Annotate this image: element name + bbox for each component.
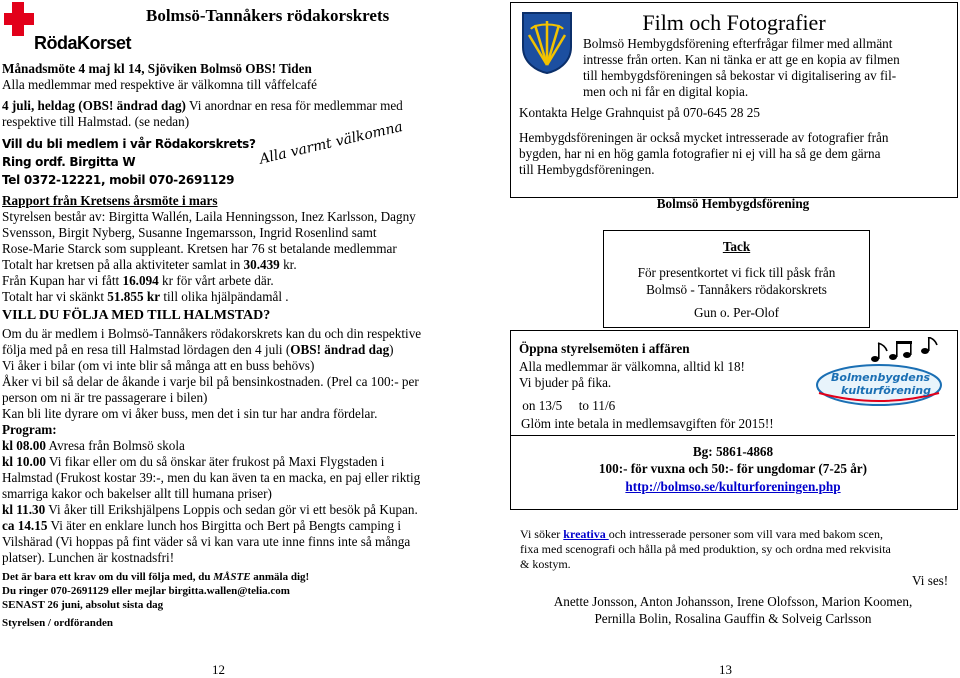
donated-total <box>2 289 289 305</box>
page-number: 12 <box>212 662 225 677</box>
program-item <box>2 518 401 534</box>
film-line: intresse från orten. Kan ni tänka er att ge en kopia av filmen <box>583 52 900 67</box>
program-time: kl 10.00 <box>2 454 46 469</box>
signup-requirement <box>2 570 309 584</box>
meeting-dates: on 13/5 to 11/6 <box>519 398 616 413</box>
program-item <box>2 454 384 470</box>
trip-line2: respektive till Halmstad. (se nedan) <box>2 114 190 129</box>
halmstad-date-post: ) <box>389 342 394 357</box>
open-meetings-line: Vi bjuder på fika. <box>519 375 612 390</box>
program-text: platser). Lunchen är kostnadsfri! <box>2 550 175 565</box>
film-contact: Kontakta Helge Grahnquist på 070-645 28 25 <box>519 105 760 120</box>
vi-ses: Vi ses! <box>912 573 949 588</box>
film-title: Film och Fotografier <box>642 10 826 35</box>
payment-box <box>511 435 955 508</box>
program-item <box>2 550 174 566</box>
kupan-pre: Från Kupan har vi fått <box>2 273 123 288</box>
report-line: Styrelsen består av: Birgitta Wallén, Laila Henningsson, Inez Karlsson, Dagny <box>2 209 416 224</box>
thanks-line: För presentkortet vi fick till påsk från <box>637 265 836 280</box>
halmstad-date-pre: följa med på en resa till Halmstad lördagen den 4 juli ( <box>2 342 291 357</box>
culture-logo <box>789 337 949 409</box>
signup-contact: Du ringer 070-2691129 eller mejlar birgitta.wallen@telia.com <box>2 585 290 597</box>
thanks-box <box>603 230 870 328</box>
creative-pre: Vi söker <box>520 527 564 541</box>
fee-line: 100:- för vuxna och 50:- för ungdomar (7-25 år) <box>598 461 868 476</box>
culture-logo-line1: Bolmenbygdens <box>831 371 931 384</box>
meeting-heading: Månadsmöte 4 maj kl 14, Sjöviken Bolmsö OBS! Tiden <box>2 61 312 76</box>
kupan-total <box>2 273 274 289</box>
chair-phone: Tel 0372-12221, mobil 070-2691129 <box>2 173 235 187</box>
names-line: Pernilla Bolin, Rosalina Gauffin & Solveig Carlsson <box>594 611 872 626</box>
names-line: Anette Jonsson, Anton Johansson, Irene Olofsson, Marion Koomen, <box>553 594 913 609</box>
creative-line <box>520 527 883 542</box>
creative-post: och intresserade personer som vill vara med bakom scen, <box>608 527 883 541</box>
bankgiro: Bg: 5861-4868 <box>692 444 774 459</box>
open-meetings-heading: Öppna styrelsemöten i affären <box>519 341 690 356</box>
halmstad-date-bold: OBS! ändrad dag <box>290 342 390 357</box>
url-wrapper <box>511 479 955 495</box>
open-meetings-line: Alla medlemmar är välkomna, alltid kl 18! <box>519 359 745 374</box>
meeting-subline: Alla medlemmar med respektive är välkomna till våffelcafé <box>2 77 318 92</box>
report-line: Rose-Marie Starck som suppleant. Kretsen har 76 st betalande medlemmar <box>2 241 397 256</box>
signup-pre: Det är bara ett krav om du vill följa med, du <box>2 571 214 583</box>
report-line: Svensson, Birgit Nyberg, Susanne Ingemarsson, Ingrid Rosenlind samt <box>2 225 377 240</box>
trip-rest: Vi anordnar en resa för medlemmar med <box>185 98 403 113</box>
culture-logo-line2: kulturförening <box>841 384 931 397</box>
culture-url-link[interactable]: http://bolmso.se/kulturforeningen.php <box>625 479 841 494</box>
halmstad-line: Vi åker i bilar (om vi inte blir så många att en buss behövs) <box>2 358 315 373</box>
welcome-text: Alla varmt välkomna <box>258 119 405 168</box>
trip-line <box>2 98 403 114</box>
trip-bold: 4 juli, heldag (OBS! ändrad dag) <box>2 98 186 113</box>
page-title: Bolmsö-Tannåkers rödakorskrets <box>146 6 390 25</box>
program-label: Program: <box>2 422 57 437</box>
signup-deadline: SENAST 26 juni, absolut sista dag <box>2 599 164 611</box>
kupan-post: kr för vårt arbete där. <box>158 273 274 288</box>
creative-link[interactable]: kreativa <box>563 527 609 541</box>
signature: Styrelsen / ordföranden <box>2 617 114 629</box>
program-text: Vilshärad (Vi hoppas på fint väder så vi kan vara ute inne finns inte så många <box>2 534 411 549</box>
thanks-sign: Gun o. Per-Olof <box>693 305 780 320</box>
culture-box <box>510 330 958 510</box>
halmstad-heading: VILL DU FÖLJA MED TILL HALMSTAD? <box>2 308 271 323</box>
page-number: 13 <box>719 662 732 677</box>
film-line: men och ni får en digital kopia. <box>583 84 749 99</box>
program-time: ca 14.15 <box>2 518 48 533</box>
thanks-title: Tack <box>722 239 751 254</box>
film-line: Bolmsö Hembygdsförening efterfrågar filmer med allmänt <box>583 36 893 51</box>
red-cross-logo <box>4 2 132 53</box>
halmstad-line: person om ni är tre passagerare i bilen) <box>2 390 208 405</box>
activities-total <box>2 257 297 273</box>
thanks-line: Bolmsö - Tannåkers rödakorskrets <box>646 282 827 297</box>
member-question: Vill du bli medlem i vår Rödakorskrets? <box>2 137 256 151</box>
program-text: Vi äter en enklare lunch hos Birgitta och Bert på Bengts camping i <box>47 518 402 533</box>
halmstad-line: Kan bli lite dyrare om vi åker buss, men det i sin tur har andra fördelar. <box>2 406 378 421</box>
activities-pre: Totalt har kretsen på alla aktiviteter samlat in <box>2 257 244 272</box>
film-box <box>510 2 958 198</box>
program-time: kl 11.30 <box>2 502 46 517</box>
program-text: Halmstad (Frukost kostar 39:-, men du kan även ta en macka, en paj eller riktig <box>2 470 421 485</box>
halmstad-date-line <box>2 342 394 358</box>
program-text: Vi fikar eller om du så önskar äter frukost på Maxi Flygstaden i <box>45 454 385 469</box>
program-text: smarriga kakor och bakelser allt till humana priser) <box>2 486 272 501</box>
kupan-value: 16.094 <box>122 273 159 288</box>
program-text: Vi åker till Erikshjälpens Loppis och sedan gör vi ett besök på Kupan. <box>45 502 418 517</box>
halmstad-line: Om du är medlem i Bolmsö-Tannåkers rödakorskrets kan du och din respektive <box>2 326 422 341</box>
logo-text: RödaKorset <box>34 33 132 53</box>
program-item <box>2 502 418 518</box>
donated-value: 51.855 kr <box>107 289 161 304</box>
film-line: till hembygdsföreningen så bekostar vi digitalisering av fil- <box>583 68 897 83</box>
program-time: kl 08.00 <box>2 438 46 453</box>
program-item <box>2 438 185 454</box>
report-heading: Rapport från Kretsens årsmöte i mars <box>2 193 218 208</box>
org-name: Bolmsö Hembygdsförening <box>656 196 810 211</box>
activities-value: 30.439 <box>243 257 280 272</box>
creative-line: & kostym. <box>520 557 571 571</box>
signup-emphasis: MÅSTE <box>213 571 251 583</box>
photo-line: till Hembygdsföreningen. <box>519 162 655 177</box>
signup-post: anmäla dig! <box>250 571 310 583</box>
activities-post: kr. <box>279 257 297 272</box>
program-text: Avresa från Bolmsö skola <box>45 438 185 453</box>
donated-post: till olika hjälpändamål . <box>160 289 289 304</box>
fee-reminder: Glöm inte betala in medlemsavgiften för 2015!! <box>521 416 774 431</box>
creative-line: fixa med scenografi och hålla på med produktion, sy och ordna med rekvisita <box>520 542 891 556</box>
donated-pre: Totalt har vi skänkt <box>2 289 108 304</box>
photo-line: Hembygdsföreningen är också mycket intresserade av fotografier från <box>519 130 889 145</box>
call-chair: Ring ordf. Birgitta W <box>2 155 136 169</box>
program-item <box>2 534 410 550</box>
program-item <box>2 470 420 486</box>
program-item <box>2 486 272 502</box>
photo-line: bygden, har ni en hög gamla fotografier ni ej vill ha så ge dem gärna <box>519 146 881 161</box>
halmstad-line: Åker vi bil så delar de åkande i varje bil på bensinkostnaden. (Prel ca 100:- per <box>2 374 419 389</box>
